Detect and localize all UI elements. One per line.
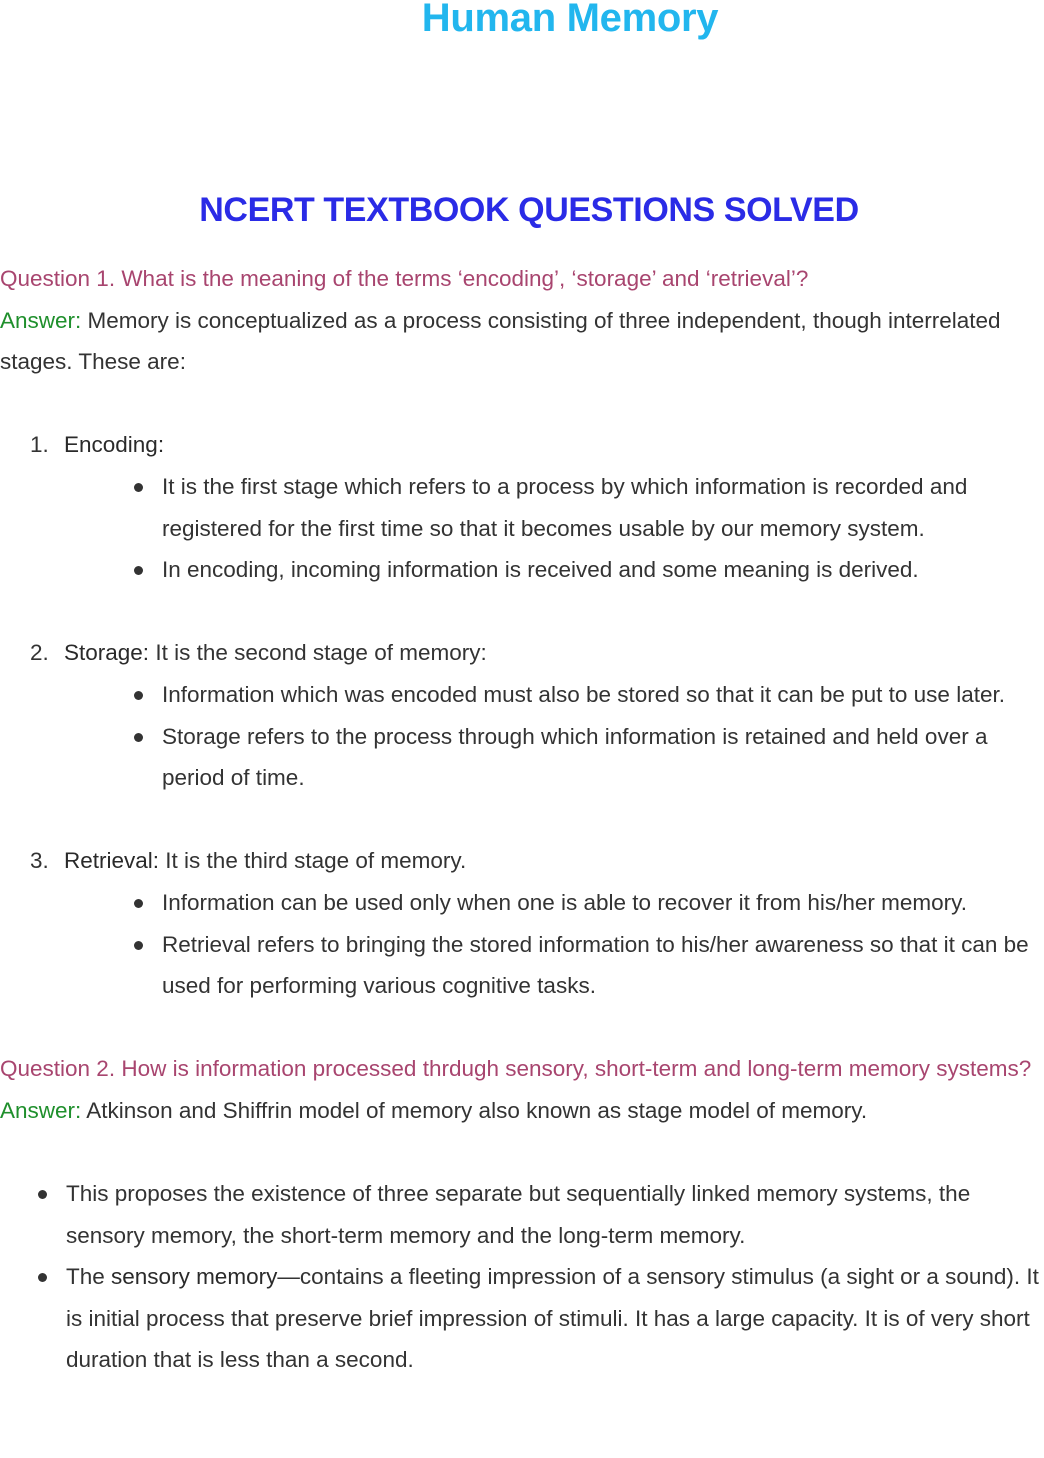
stage-text: It is the second stage of memory: (149, 640, 487, 666)
list-item: Storage refers to the process through which information is retained and held over a period of time. (128, 716, 1044, 799)
question-1: Question 1. What is the meaning of the terms ‘encoding’, ‘storage’ and ‘retrieval’? (0, 266, 809, 291)
list-item: In encoding, incoming information is received and some meaning is derived. (128, 549, 1044, 591)
stage-number: 3. (30, 848, 49, 874)
list-item: The sensory memory—contains a fleeting impression of a sensory stimulus (a sight or a sound). It is initial process that preserve brief impression of stimuli. It has a large capacity. It is of very short duration that is less than a second. (32, 1256, 1044, 1381)
stage-number: 1. (30, 432, 49, 458)
list-item: It is the first stage which refers to a process by which information is recorded and registered for the first time so that it becomes usable by our memory system. (128, 466, 1044, 549)
question-2: Question 2. How is information processed thrdugh sensory, short-term and long-term memory systems? (0, 1056, 1032, 1082)
stage-text: It is the third stage of memory. (159, 848, 467, 874)
stage-storage (30, 632, 1044, 840)
section-heading: NCERT TEXTBOOK QUESTIONS SOLVED (199, 191, 859, 229)
list-item: Information which was encoded must also be stored so that it can be put to use later. (128, 674, 1044, 716)
stage-name: Retrieval: (64, 848, 160, 874)
list-item: Information can be used only when one is able to recover it from his/her memory. (128, 882, 1044, 924)
stage-encoding (30, 424, 1044, 632)
stage-bullets (64, 882, 1044, 1007)
answer-label: Answer: (0, 1097, 82, 1123)
stage-name: Encoding: (64, 432, 165, 458)
sensory-memory-term: sensory memory (111, 1264, 278, 1290)
answer-text: Atkinson and Shiffrin model of memory also known as stage model of memory. (81, 1097, 868, 1123)
memory-stages-list (0, 424, 1044, 1006)
stage-bullets (64, 674, 1044, 799)
model-bullets (0, 1173, 1044, 1381)
list-item: Retrieval refers to bringing the stored information to his/her awareness so that it can be used for performing various cognitive tasks. (128, 924, 1044, 1007)
answer-1 (0, 300, 1044, 383)
stage-bullets (64, 466, 1044, 591)
stage-name: Storage: (64, 640, 150, 666)
page-title: Human Memory (421, 0, 719, 40)
list-item: This proposes the existence of three separate but sequentially linked memory systems, the sensory memory, the short-term memory and the long-term memory. (32, 1173, 1044, 1256)
stage-number: 2. (30, 640, 49, 666)
answer-text: Memory is conceptualized as a process consisting of three independent, though interrelated stages. These are: (0, 307, 1001, 375)
answer-label: Answer: (0, 307, 82, 333)
stage-retrieval (30, 840, 1044, 1006)
answer-2 (0, 1090, 1044, 1132)
document-body (0, 258, 1044, 1381)
